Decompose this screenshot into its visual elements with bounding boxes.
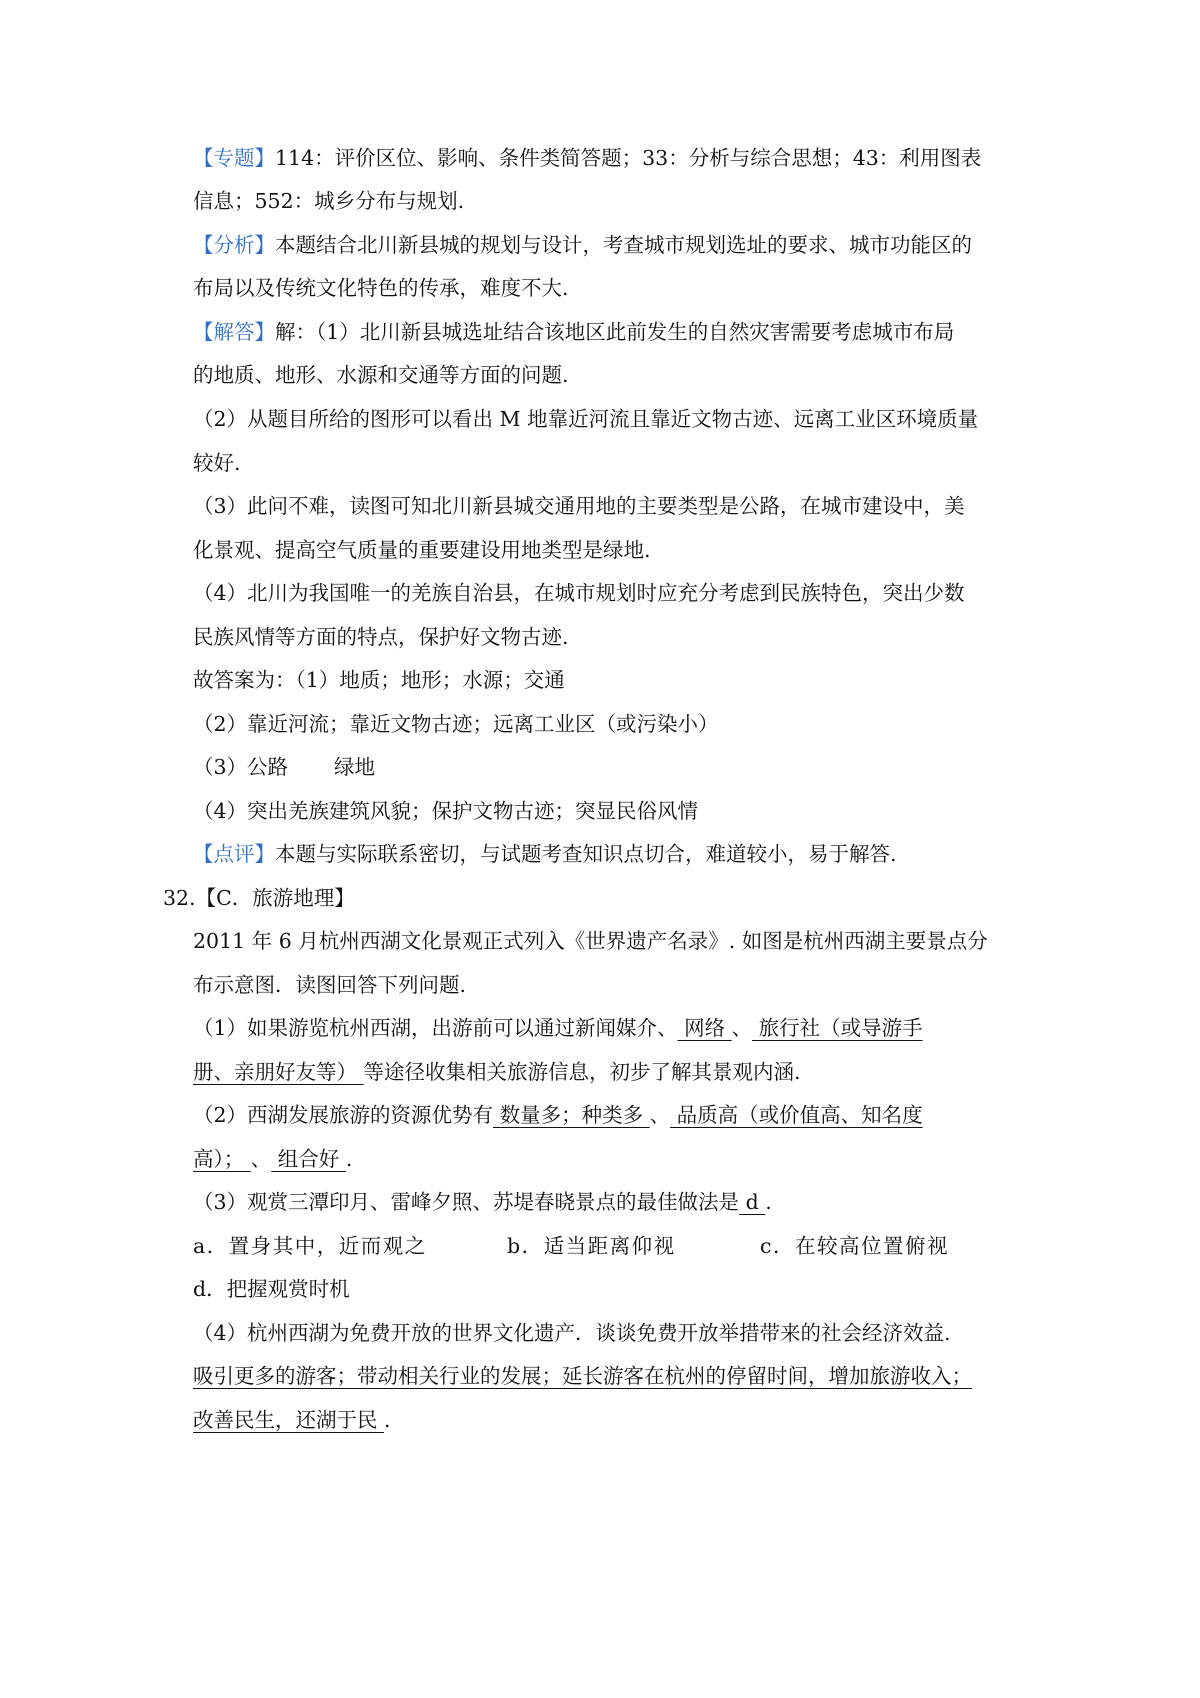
answer-text-3a: （3）公路 [193,755,289,779]
q32-3-line [193,1187,772,1217]
q32-4-prompt: （4）杭州西湖为免费开放的世界文化遗产．谈谈免费开放举措带来的社会经济效益. [193,1321,951,1345]
q32-2-blank-2b: 高）； [193,1147,251,1171]
q32-3-option-d-text: d．把握观赏时机 [193,1277,350,1301]
answer-text-3b: 绿地 [334,755,376,779]
fenxi-line-2 [193,273,569,303]
q32-header [163,883,355,913]
jieda-p2-text-2: 较好. [193,451,241,475]
zhuanti-text-2: 信息；552：城乡分布与规划. [193,189,465,213]
dianping-tag: 【点评】 [193,842,275,866]
q32-2-line-1 [193,1100,923,1130]
jieda-line-1 [193,317,954,347]
jieda-p4-text-2: 民族风情等方面的特点，保护好文物古迹. [193,625,569,649]
q32-4-answer-2: 改善民生，还湖于民 [193,1408,385,1432]
q32-3-prefix: （3）观赏三潭印月、雷峰夕照、苏堤春晓景点的最佳做法是 [193,1190,740,1214]
q32-3-blank: d [739,1190,766,1214]
q32-header-text: 32.【C．旅游地理】 [163,886,355,910]
q32-2-line-2 [193,1144,352,1174]
answer-line-4 [193,796,698,826]
jieda-p2-text-1: （2）从题目所给的图形可以看出 M 地靠近河流且靠近文物古迹、远离工业区环境质量 [193,407,979,431]
q32-2-suffix: . [345,1147,353,1171]
jieda-text-2: 的地质、地形、水源和交通等方面的问题. [193,363,569,387]
q32-1-blank-2a: 旅行社（或导游手 [752,1016,923,1040]
answer-text-2: （2）靠近河流；靠近文物古迹；远离工业区（或污染小） [193,712,719,736]
jieda-p2-line-1 [193,404,978,434]
answer-line-3 [193,752,375,782]
fenxi-text-1: 本题结合北川新县城的规划与设计，考查城市规划选址的要求、城市功能区的 [275,233,972,257]
q32-2-sep-2: 、 [250,1147,272,1171]
zhuanti-line-2 [193,186,464,216]
dianping-text: 本题与实际联系密切，与试题考查知识点切合，难道较小，易于解答. [275,842,897,866]
jieda-p3-text-2: 化景观、提高空气质量的重要建设用地类型是绿地. [193,538,651,562]
q32-3-option-c [760,1231,949,1261]
q32-3-option-c-text: c．在较高位置俯视 [760,1234,949,1258]
jieda-p3-line-1 [193,491,965,521]
q32-2-blank-2a: 品质高（或价值高、知名度 [670,1103,923,1127]
jieda-p4-line-1 [193,578,965,608]
zhuanti-tag: 【专题】 [193,146,275,170]
jieda-text-1: 解：（1）北川新县城选址结合该地区此前发生的自然灾害需要考虑城市布局 [275,320,955,344]
q32-2-blank-1: 数量多；种类多 [493,1103,650,1127]
q32-intro-text-1: 2011 年 6 月杭州西湖文化景观正式列入《世界遗产名录》. 如图是杭州西湖主要景点分 [193,929,988,953]
q32-4-line-2 [193,1361,972,1391]
q32-3-option-b-text: b．适当距离仰视 [507,1234,676,1258]
q32-4-suffix: . [384,1408,391,1432]
jieda-p3-text-1: （3）此问不难，读图可知北川新县城交通用地的主要类型是公路，在城市建设中，美 [193,494,965,518]
q32-2-sep-1: 、 [649,1103,671,1127]
jieda-p2-line-2 [193,448,241,478]
jieda-line-2 [193,360,569,390]
q32-intro-line-2 [193,970,466,1000]
answer-line-1 [193,665,565,695]
answer-line-2 [193,709,719,739]
fenxi-line-1 [193,230,972,260]
jieda-p3-line-2 [193,535,651,565]
q32-1-blank-2b: 册、亲朋好友等） [193,1060,364,1084]
q32-1-sep: 、 [731,1016,753,1040]
q32-3-suffix: . [765,1190,772,1214]
q32-2-blank-3: 组合好 [271,1147,346,1171]
q32-4-line-1 [193,1318,951,1348]
q32-4-line-3 [193,1405,391,1435]
dianping-line [193,839,897,869]
q32-4-answer-1: 吸引更多的游客；带动相关行业的发展；延长游客在杭州的停留时间，增加旅游收入； [193,1364,972,1388]
answer-text-1: 故答案为：（1）地质；地形；水源；交通 [193,668,565,692]
fenxi-text-2: 布局以及传统文化特色的传承，难度不大. [193,276,569,300]
fenxi-tag: 【分析】 [193,233,275,257]
q32-intro-text-2: 布示意图．读图回答下列问题. [193,973,467,997]
q32-3-option-b [507,1231,676,1261]
jieda-p4-text-1: （4）北川为我国唯一的羌族自治县，在城市规划时应充分考虑到民族特色，突出少数 [193,581,965,605]
q32-intro-line-1 [193,926,988,956]
q32-1-prefix: （1）如果游览杭州西湖，出游前可以通过新闻媒介、 [193,1016,678,1040]
q32-1-line-2 [193,1057,801,1087]
q32-1-line-1 [193,1013,923,1043]
q32-2-prefix: （2）西湖发展旅游的资源优势有 [193,1103,494,1127]
jieda-tag: 【解答】 [193,320,275,344]
q32-3-option-a [193,1231,427,1261]
q32-3-option-d [193,1274,350,1304]
zhuanti-line-1 [193,143,981,173]
answer-text-4: （4）突出羌族建筑风貌；保护文物古迹；突显民俗风情 [193,799,699,823]
q32-1-blank-1: 网络 [677,1016,732,1040]
q32-1-suffix: 等途径收集相关旅游信息，初步了解其景观内涵. [363,1060,801,1084]
jieda-p4-line-2 [193,622,569,652]
zhuanti-text-1: 114：评价区位、影响、条件类简答题；33：分析与综合思想；43：利用图表 [275,146,982,170]
q32-3-option-a-text: a．置身其中，近而观之 [193,1234,427,1258]
